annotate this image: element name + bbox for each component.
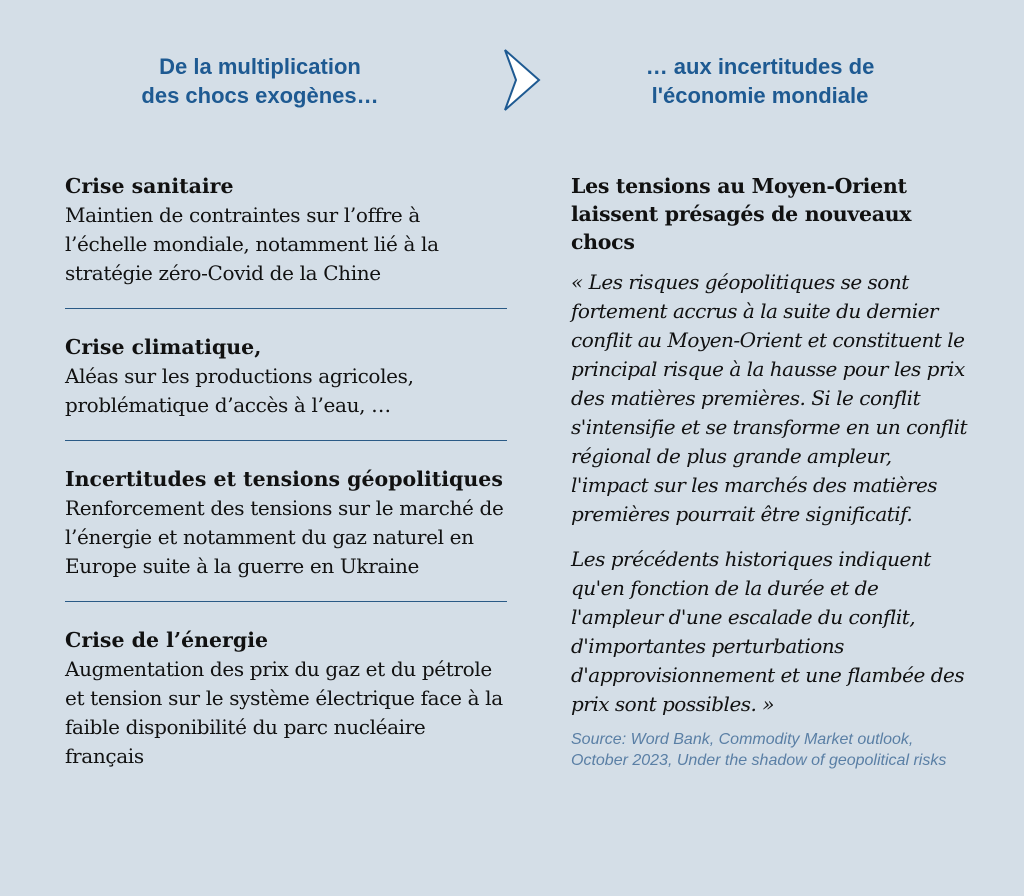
uncertainty-panel	[571, 172, 971, 771]
left-header	[95, 52, 425, 110]
item-description: Aléas sur les productions agricoles, problématique d’accès à l’eau, …	[65, 364, 414, 417]
item-title: Crise climatique,	[65, 335, 262, 359]
left-header-line2: des chocs exogènes…	[141, 83, 379, 108]
quote-paragraph-2: Les précédents historiques indiquent qu'en fonction de la durée et de l'ampleur d'une escalade du conflit, d'importantes perturbations d'approvisionnement et une flambée des prix sont possibles. »	[571, 547, 965, 716]
item-description: Maintien de contraintes sur l’offre à l’échelle mondiale, notamment lié à la stratégie zéro-Covid de la Chine	[65, 203, 439, 285]
divider	[65, 308, 507, 309]
list-item	[65, 172, 507, 288]
right-header-line2: l'économie mondiale	[651, 83, 869, 108]
divider	[65, 601, 507, 602]
quote-paragraph-1: « Les risques géopolitiques se sont fortement accrus à la suite du dernier conflit au Moyen-Orient et constituent le principal risque à la hausse pour les prix des matières premières. Si le conflit s'intensifie et se transforme en un conflit régional de plus grande ampleur, l'impact sur les marchés des matières premières pourrait être significatif.	[571, 270, 968, 526]
item-description: Augmentation des prix du gaz et du pétrole et tension sur le système électrique face à la faible disponibilité du parc nucléaire français	[65, 657, 503, 768]
source-note: Source: Word Bank, Commodity Market outlook, October 2023, Under the shadow of geopolitical risks	[571, 731, 947, 769]
item-description: Renforcement des tensions sur le marché de l’énergie et notamment du gaz naturel en Europe suite à la guerre en Ukraine	[65, 496, 504, 578]
left-header-line1: De la multiplication	[159, 54, 361, 79]
divider	[65, 440, 507, 441]
right-header-line1: … aux incertitudes de	[645, 54, 875, 79]
item-title: Crise de l’énergie	[65, 628, 269, 652]
right-header	[600, 52, 920, 110]
item-title: Incertitudes et tensions géopolitiques	[65, 467, 503, 491]
shocks-list	[65, 172, 507, 771]
list-item	[65, 626, 507, 771]
list-item	[65, 333, 507, 420]
list-item	[65, 465, 507, 581]
chevron-right-icon	[500, 44, 544, 116]
panel-title: Les tensions au Moyen-Orient laissent présagés de nouveaux chocs	[571, 174, 912, 254]
item-title: Crise sanitaire	[65, 174, 234, 198]
